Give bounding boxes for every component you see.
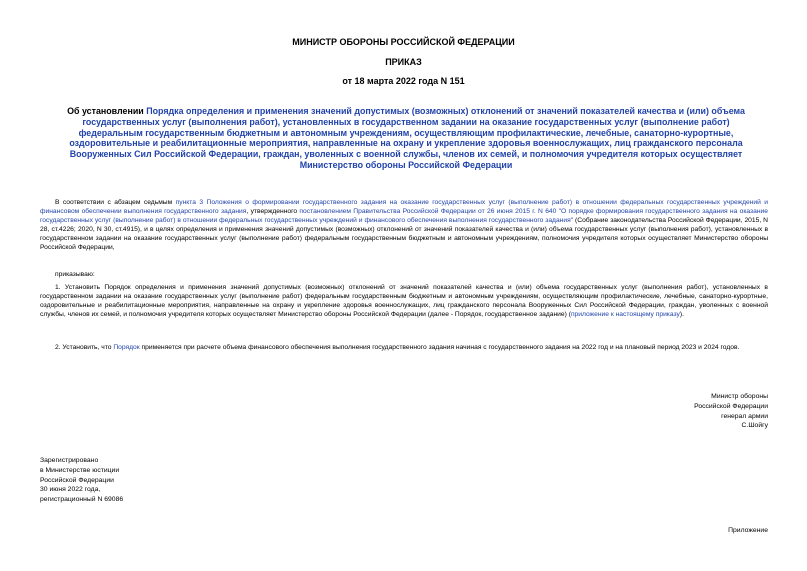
registration-line-5: регистрационный N 69086 [40,496,124,504]
order-item-2 [40,343,768,352]
registration-line-2: в Министерстве юстиции [40,466,120,474]
preamble-text-2: , утвержденного [246,208,300,215]
signature-line-2: Российской Федерации [694,402,768,410]
preamble-text-1: В соответствии с абзацем седьмым [55,199,176,206]
item2-text-1: 2. Установить, что [55,344,114,351]
item1-text: 1. Установить Порядок определения и применения значений допустимых (возможных) отклонений от значений показателей качества и (или) объема государственных услуг (выполнения работ), установленных в государственном задании на оказание государственных услуг (выполнение работ) федеральным государственным бюджетным и автономным учреждениям, осуществляющим профилактические, лечебные, санаторно-курортные, оздоровительные и реабилитационные мероприятия, направленные на охрану и укрепление здоровья военнослужащих, лиц гражданского персонала Вооруженных Сил Российской Федерации, граждан, уволенных с военной службы, членов их семей, и полномочия учредителя которых осуществляет Министерство обороны Российской Федерации (далее - Порядок, государственное задание) ( [40,284,768,318]
title-procedure-link[interactable]: Порядка определения и применения значений допустимых (возможных) отклонений от значений показателей качества и (или) объема государственных услуг (выполнения работ), установленных в государственном задании на оказание государственных услуг (выполнение работ) федеральным государственным бюджетным и автономным учреждениям, осуществляющим профилактические, лечебные, санаторно-курортные, оздоровительные и реабилитационные мероприятия, направленные на охрану и укрепление здоровья военнослужащих, лиц гражданского персонала Вооруженных Сил Российской Федерации, граждан, уволенных с военной службы, членов их семей, и полномочия учредителя которых осуществляет Министерство обороны Российской Федерации [69,106,745,170]
signature-line-1: Министр обороны [711,393,768,400]
registration-line-4: 30 июня 2022 года, [40,486,101,494]
signature-block [694,392,768,431]
order-item-1 [40,283,768,319]
preamble-text-3: (Собрание законодательства Российской Федерации, 2015, N 28, ст.4226; 2020, N 30, ст.4915), и в целях определения и применения значений допустимых (возможных) отклонений от значений показателей качества и (или) объема государственных услуг (выполнения работ), установленных в государственном задании на оказание государственных услуг (выполнение работ) федеральным государственным бюджетным и автономным учреждениям, полномочия учредителя которых осуществляет Министерство обороны Российской Федерации, [40,217,768,251]
title-prefix: Об установлении [67,106,147,116]
registration-line-1: Зарегистрировано [40,457,99,464]
registration-block [40,456,123,505]
preamble-paragraph [40,198,768,252]
item1-end: ). [679,311,684,318]
ministry-heading: МИНИСТР ОБОРОНЫ РОССИЙСКОЙ ФЕДЕРАЦИИ [292,37,515,47]
procedure-link[interactable]: Порядок [113,344,140,351]
appendix-link[interactable]: приложение к настоящему приказу [570,311,680,318]
document-title [62,106,750,171]
document-type-heading: ПРИКАЗ [385,57,422,67]
item2-text-2: применяется при расчете объема финансового обеспечения выполнения государственного задания начиная с государственного задания на 2022 год и на плановый период 2023 и 2024 годов. [139,344,740,351]
government-resolution-link[interactable]: постановлением Правительства Российской Федерации от 26 июня 2015 г. N 640 "О порядке формирования государственного задания на оказание государственных услуг (выполнение работ) в отношении федеральных государственных учреждений и финансового обеспечения выполнения государственного задания" [40,208,768,224]
signature-line-3: генерал армии [721,412,768,420]
signature-line-4: С.Шойгу [741,422,768,430]
appendix-label: Приложение [728,527,768,534]
regulation-clause-link[interactable]: пункта 3 Положения о формировании государственного задания на оказание государственных услуг (выполнение работ) в отношении федеральных государственных учреждений и финансовом обеспечении выполнения государственного задания [40,199,769,215]
document-date-number: от 18 марта 2022 года N 151 [342,76,465,86]
ordered-label: приказываю: [55,271,95,278]
registration-line-3: Российской Федерации [40,476,114,484]
